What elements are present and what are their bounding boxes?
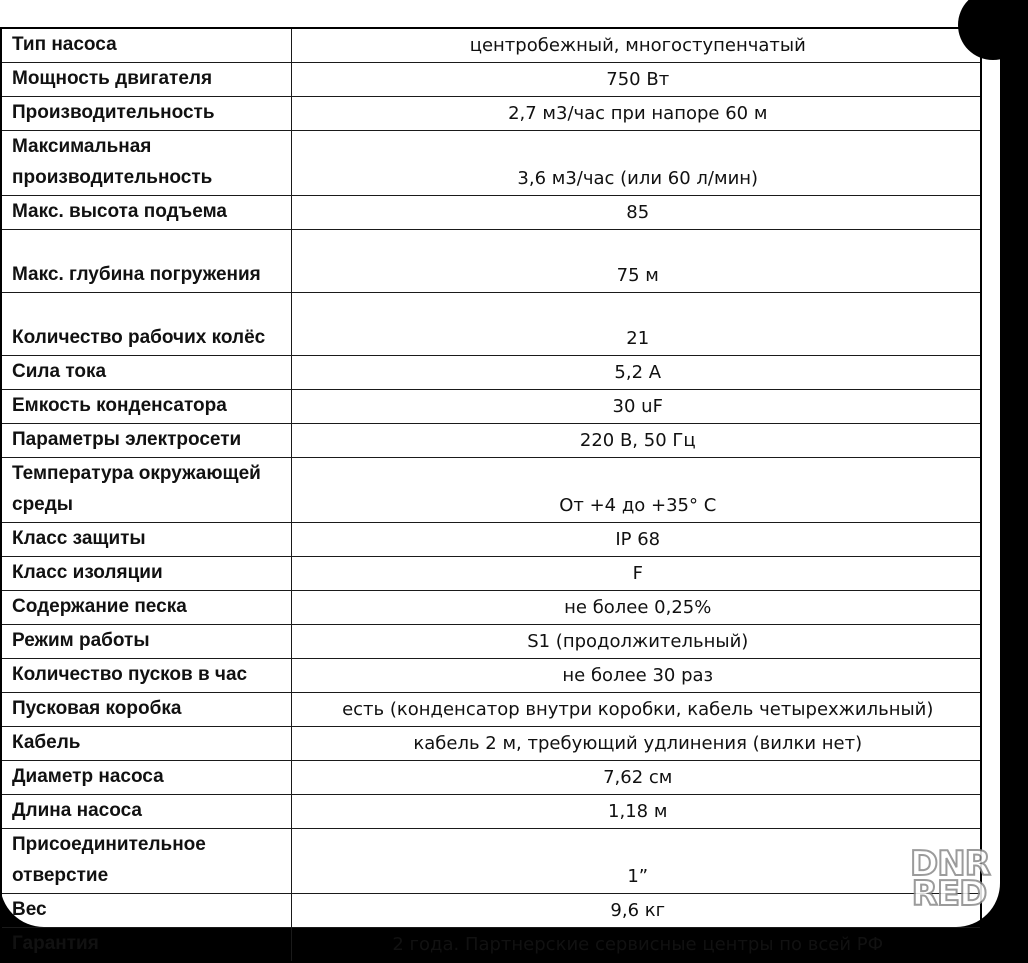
spec-label: Вес xyxy=(1,894,291,928)
table-row xyxy=(1,928,981,963)
spec-label: Класс защиты xyxy=(1,523,291,557)
table-row xyxy=(1,356,981,390)
spec-value: 2 года. Партнерские сервисные центры по всей РФ xyxy=(291,928,981,963)
table-row xyxy=(1,591,981,625)
table-row xyxy=(1,97,981,131)
table-row xyxy=(1,523,981,557)
spec-label: Емкость конденсатора xyxy=(1,390,291,424)
spec-value: 1” xyxy=(291,829,981,894)
spec-value: 75 м xyxy=(291,230,981,293)
spec-value: 9,6 кг xyxy=(291,894,981,928)
table-row xyxy=(1,458,981,523)
spec-label: Температура окружающей среды xyxy=(1,458,291,523)
spec-label: Параметры электросети xyxy=(1,424,291,458)
spec-value: есть (конденсатор внутри коробки, кабель четырехжильный) xyxy=(291,693,981,727)
spec-value: кабель 2 м, требующий удлинения (вилки нет) xyxy=(291,727,981,761)
spec-label: Количество пусков в час xyxy=(1,659,291,693)
spec-label: Макс. высота подъема xyxy=(1,196,291,230)
table-row xyxy=(1,761,981,795)
spec-label: Кабель xyxy=(1,727,291,761)
spec-label: Присоединительное отверстие xyxy=(1,829,291,894)
spec-label: Режим работы xyxy=(1,625,291,659)
spec-value: 7,62 см xyxy=(291,761,981,795)
spec-value: 30 uF xyxy=(291,390,981,424)
spec-label: Количество рабочих колёс xyxy=(1,293,291,356)
table-row xyxy=(1,727,981,761)
spec-value: IP 68 xyxy=(291,523,981,557)
spec-label: Класс изоляции xyxy=(1,557,291,591)
table-row xyxy=(1,131,981,196)
spec-value: центробежный, многоступенчатый xyxy=(291,28,981,63)
spec-label: Диаметр насоса xyxy=(1,761,291,795)
spec-value: не более 0,25% xyxy=(291,591,981,625)
spec-value: 750 Вт xyxy=(291,63,981,97)
table-row xyxy=(1,63,981,97)
spec-value: 5,2 А xyxy=(291,356,981,390)
table-row xyxy=(1,829,981,894)
watermark-line: DNR xyxy=(910,844,990,884)
spec-label: Мощность двигателя xyxy=(1,63,291,97)
spec-label: Гарантия xyxy=(1,928,291,963)
table-row xyxy=(1,196,981,230)
table-row xyxy=(1,293,981,356)
table-row xyxy=(1,625,981,659)
watermark-line: RED xyxy=(911,874,987,914)
table-row xyxy=(1,894,981,928)
spec-value: F xyxy=(291,557,981,591)
table-row xyxy=(1,28,981,63)
spec-label: Пусковая коробка xyxy=(1,693,291,727)
table-row xyxy=(1,390,981,424)
table-row xyxy=(1,659,981,693)
table-row xyxy=(1,557,981,591)
spec-value: 1,18 м xyxy=(291,795,981,829)
spec-value: От +4 до +35° С xyxy=(291,458,981,523)
spec-value: 21 xyxy=(291,293,981,356)
spec-label: Макс. глубина погружения xyxy=(1,230,291,293)
dnr-red-watermark xyxy=(910,844,990,914)
spec-value: S1 (продолжительный) xyxy=(291,625,981,659)
table-row xyxy=(1,693,981,727)
table-row xyxy=(1,795,981,829)
table-row xyxy=(1,424,981,458)
spec-label: Сила тока xyxy=(1,356,291,390)
pump-spec-table xyxy=(0,27,982,963)
spec-value: 2,7 м3/час при напоре 60 м xyxy=(291,97,981,131)
table-row xyxy=(1,230,981,293)
spec-label: Тип насоса xyxy=(1,28,291,63)
spec-value: 3,6 м3/час (или 60 л/мин) xyxy=(291,131,981,196)
spec-label: Длина насоса xyxy=(1,795,291,829)
spec-value: не более 30 раз xyxy=(291,659,981,693)
spec-label: Максимальная производительность xyxy=(1,131,291,196)
spec-label: Содержание песка xyxy=(1,591,291,625)
spec-label: Производительность xyxy=(1,97,291,131)
spec-value: 220 В, 50 Гц xyxy=(291,424,981,458)
spec-value: 85 xyxy=(291,196,981,230)
